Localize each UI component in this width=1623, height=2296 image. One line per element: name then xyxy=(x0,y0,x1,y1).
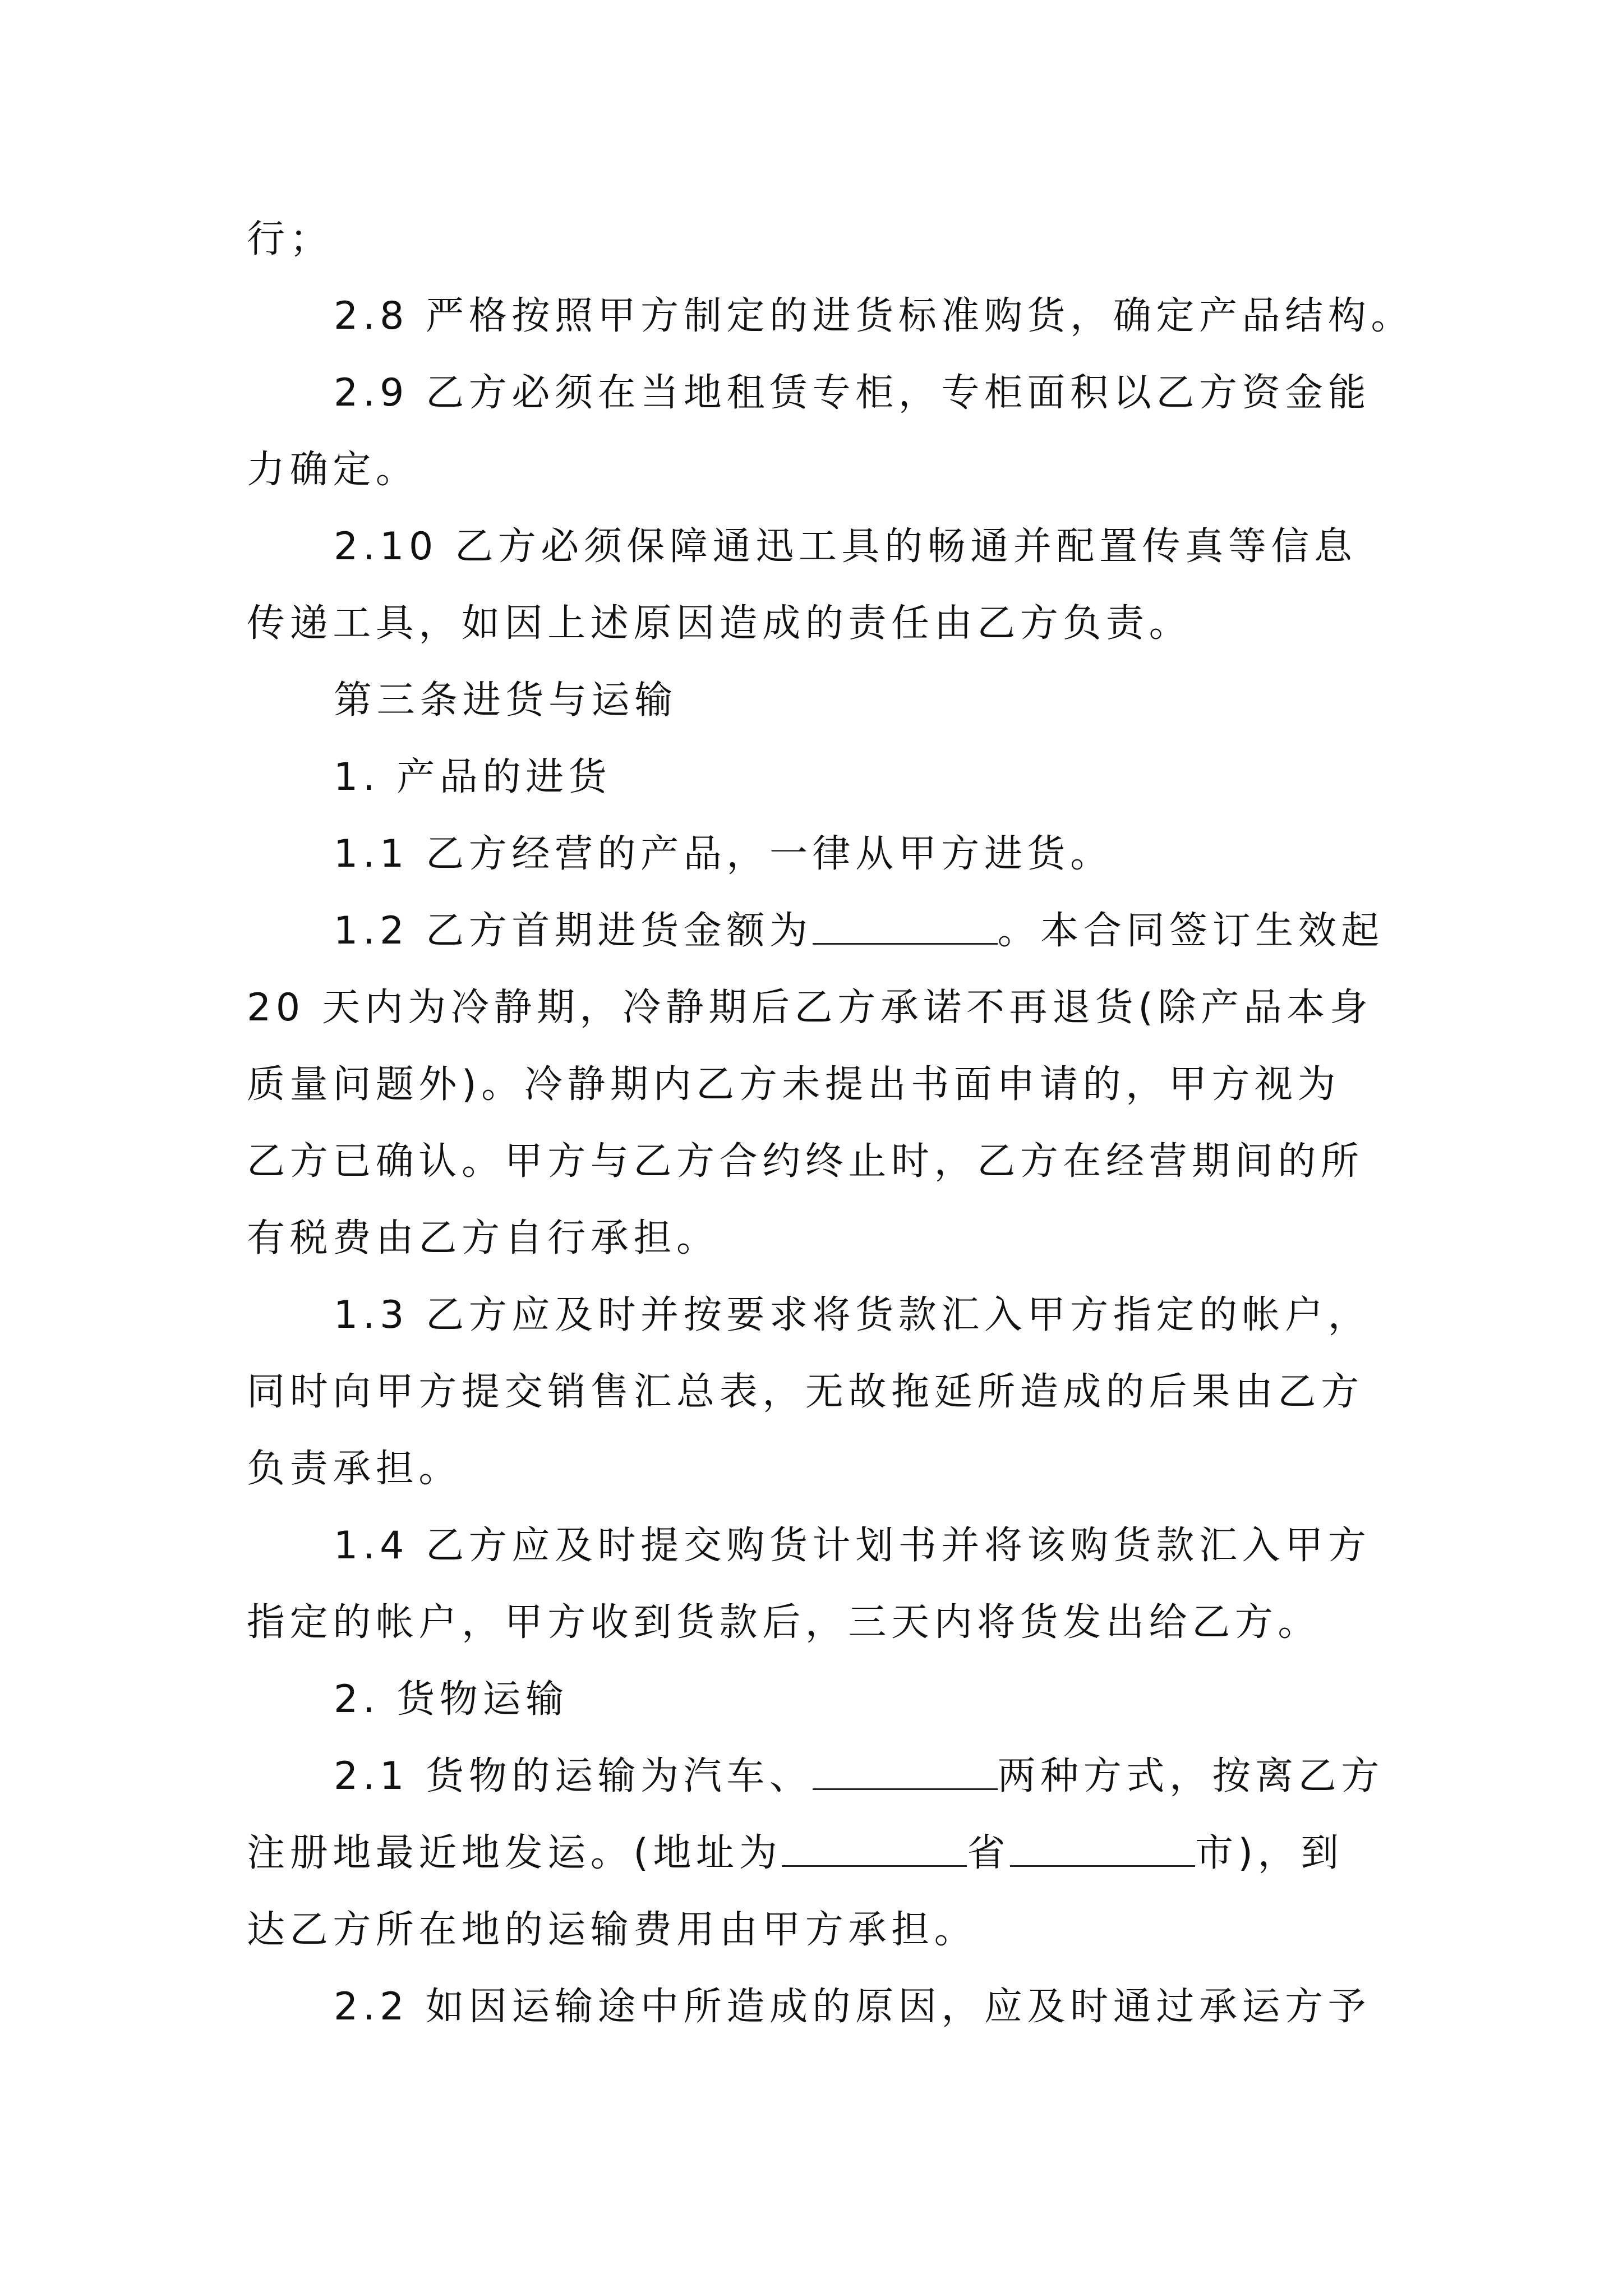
text-segment: 2.1 货物的运输为汽车、 xyxy=(334,1754,813,1798)
paragraph-line: 同时向甲方提交销售汇总表，无故拖延所造成的后果由乙方 xyxy=(247,1370,1364,1414)
paragraph-line: 行； xyxy=(247,217,333,261)
paragraph-line: 1.3 乙方应及时并按要求将货款汇入甲方指定的帐户， xyxy=(334,1293,1371,1337)
paragraph-line: 负责承担。 xyxy=(247,1447,462,1491)
fill-in-blank xyxy=(1010,1865,1195,1867)
document-body xyxy=(247,201,1414,2045)
paragraph-line: 有税费由乙方自行承担。 xyxy=(247,1216,720,1260)
text-segment: 注册地最近地发运。(地址为 xyxy=(247,1831,782,1875)
fill-in-blank xyxy=(813,1788,998,1790)
paragraph-line: 达乙方所在地的运输费用由甲方承担。 xyxy=(247,1908,978,1952)
paragraph-line: 质量问题外)。冷静期内乙方未提出书面申请的，甲方视为 xyxy=(247,1062,1341,1107)
paragraph-line xyxy=(247,892,1385,969)
section-heading: 第三条进货与运输 xyxy=(334,678,677,723)
subsection-heading: 2. 货物运输 xyxy=(334,1677,569,1722)
text-segment: 两种方式，按离乙方 xyxy=(997,1754,1384,1798)
paragraph-line: 1.4 乙方应及时提交购货计划书并将该购货款汇入甲方 xyxy=(334,1524,1371,1568)
paragraph-line: 20 天内为冷静期，冷静期后乙方承诺不再退货(除产品本身 xyxy=(247,986,1373,1030)
paragraph-line: 传递工具，如因上述原因造成的责任由乙方负责。 xyxy=(247,601,1192,646)
paragraph-line xyxy=(247,1738,1385,1815)
fill-in-blank xyxy=(782,1865,967,1867)
paragraph-line: 2.2 如因运输途中所造成的原因，应及时通过承运方予 xyxy=(334,1985,1371,2029)
paragraph-line: 2.8 严格按照甲方制定的进货标准购货，确定产品结构。 xyxy=(334,294,1414,338)
paragraph-line: 2.10 乙方必须保障通迅工具的畅通并配置传真等信息 xyxy=(334,524,1357,569)
paragraph-line xyxy=(247,1815,1385,1892)
paragraph-line: 2.9 乙方必须在当地租赁专柜，专柜面积以乙方资金能 xyxy=(334,371,1371,415)
paragraph-line: 乙方已确认。甲方与乙方合约终止时，乙方在经营期间的所 xyxy=(247,1139,1364,1184)
text-segment: 1.2 乙方首期进货金额为 xyxy=(334,909,813,953)
text-segment: 省 xyxy=(967,1831,1010,1875)
paragraph-line: 1.1 乙方经营的产品，一律从甲方进货。 xyxy=(334,832,1113,876)
text-segment: 。本合同签订生效起 xyxy=(997,909,1384,953)
paragraph-line: 指定的帐户，甲方收到货款后，三天内将货发出给乙方。 xyxy=(247,1600,1321,1645)
paragraph-line: 力确定。 xyxy=(247,448,419,492)
fill-in-blank xyxy=(813,942,998,945)
text-segment: 市)，到 xyxy=(1195,1831,1344,1875)
subsection-heading: 1. 产品的进货 xyxy=(334,755,612,799)
